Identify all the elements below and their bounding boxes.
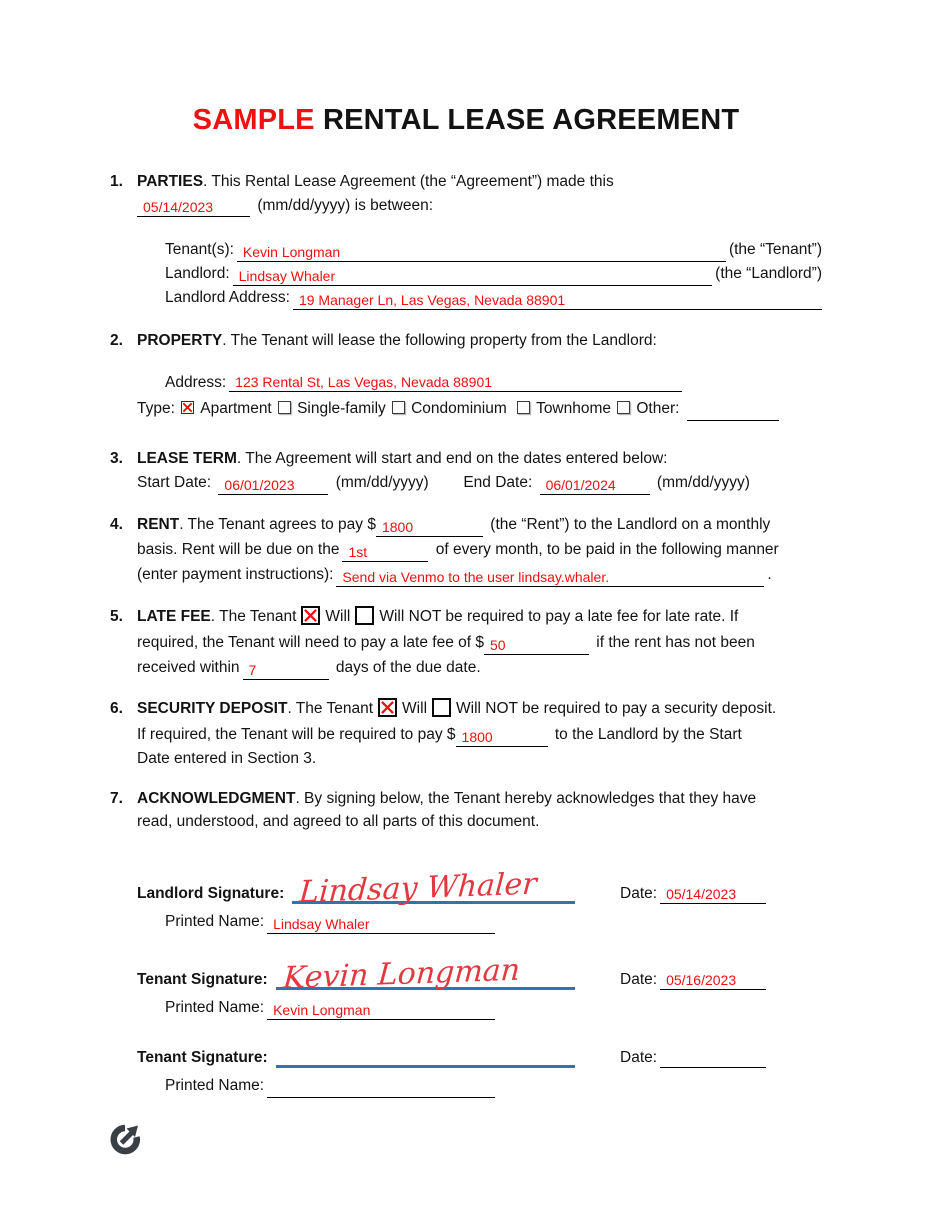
lease-term-dates-row	[137, 470, 822, 495]
tenant2-signature-block	[137, 1040, 822, 1098]
late-fee-amount-field[interactable]	[484, 636, 589, 655]
security-deposit-heading: SECURITY DEPOSIT	[137, 700, 288, 717]
lease-term-line1: LEASE TERM. The Agreement will start and end on the dates entered below:	[137, 449, 668, 467]
late-fee-will-label: Will	[325, 608, 351, 625]
late-fee-days-value: 7	[248, 662, 257, 678]
property-address-field[interactable]	[229, 373, 682, 392]
security-deposit-line2: If required, the Tenant will be required to pay $ 1800 to the Landlord by the Start	[137, 726, 742, 745]
start-date-value: 06/01/2023	[224, 477, 295, 493]
tenant-date-value: 05/16/2023	[666, 971, 737, 988]
tenant2-date-group	[620, 1049, 769, 1068]
acknowledgment-heading: ACKNOWLEDGMENT	[137, 789, 296, 807]
section-lease-term	[110, 447, 822, 496]
landlord-signature-script: Lindsay Whaler	[298, 866, 539, 910]
tenant2-date-field[interactable]	[660, 1049, 766, 1068]
end-date-label: End Date:	[463, 474, 533, 491]
landlord-suffix: (the “Landlord”)	[715, 265, 822, 282]
landlord-signature-field[interactable]	[292, 866, 575, 910]
landlord-row	[165, 262, 822, 286]
security-deposit-line3: Date entered in Section 3.	[137, 750, 317, 767]
property-type-label: Type:	[137, 399, 175, 417]
checkbox-other[interactable]	[617, 401, 630, 414]
tenant-label: Tenant(s):	[165, 241, 234, 258]
landlord-printed-row	[165, 910, 822, 934]
late-fee-line2: required, the Tenant will need to pay a late fee of $ 50 if the rent has not been	[137, 634, 755, 653]
tenant2-printed-row	[165, 1074, 822, 1098]
checkbox-condominium[interactable]	[392, 401, 405, 414]
tenant2-printed-value	[267, 1079, 495, 1097]
section-property	[110, 329, 822, 421]
other-type-field[interactable]	[687, 402, 779, 421]
agreement-date-value: 05/14/2023	[143, 199, 214, 215]
parties-fields	[165, 238, 822, 310]
lease-term-heading: LEASE TERM	[137, 449, 237, 467]
rent-amount-field[interactable]	[376, 518, 483, 537]
circular-arrow-icon[interactable]	[108, 1120, 142, 1157]
printed-name-label: Printed Name:	[165, 998, 265, 1016]
landlord-printed-value: Lindsay Whaler	[273, 915, 370, 932]
printed-name-label: Printed Name:	[165, 912, 265, 930]
tenant-printed-value: Kevin Longman	[273, 1001, 371, 1018]
late-fee-heading: LATE FEE	[137, 608, 211, 625]
property-heading: PROPERTY	[137, 332, 223, 349]
section-number: 2.	[110, 332, 123, 349]
late-fee-line1: LATE FEE. The Tenant Will Will NOT be required to pay a late fee for late rate. If	[137, 608, 739, 625]
payment-instructions-field[interactable]	[336, 568, 764, 587]
end-date-value: 06/01/2024	[545, 477, 616, 493]
start-date-field[interactable]	[218, 476, 328, 495]
option-condominium-label: Condominium	[411, 399, 507, 417]
option-apartment-label: Apartment	[200, 399, 272, 417]
deposit-amount-value: 1800	[461, 729, 493, 745]
date-label: Date:	[620, 1048, 658, 1066]
rent-line2: basis. Rent will be due on the 1st of every month, to be paid in the following manner	[137, 541, 779, 560]
tenant2-signature-field[interactable]	[276, 1040, 575, 1068]
late-fee-line3: received within 7 days of the due date.	[137, 659, 481, 678]
landlord-date-group	[620, 885, 769, 904]
start-date-label: Start Date:	[137, 474, 212, 491]
tenant2-signature-row	[137, 1040, 822, 1068]
deposit-will-label: Will	[402, 700, 428, 717]
section-number: 6.	[110, 700, 123, 717]
rent-due-day-field[interactable]	[342, 543, 428, 562]
tenant-row	[165, 238, 822, 262]
payment-instructions-value: Send via Venmo to the user lindsay.whaler.	[342, 569, 610, 585]
deposit-will-not-label: Will NOT	[456, 700, 518, 717]
agreement-date-field[interactable]	[137, 198, 250, 217]
landlord-date-value: 05/14/2023	[666, 885, 737, 902]
section-rent	[110, 512, 822, 587]
property-address-label: Address:	[165, 373, 227, 391]
tenant-name-value: Kevin Longman	[242, 244, 341, 260]
section-parties	[110, 170, 822, 310]
late-fee-days-field[interactable]	[243, 661, 329, 680]
tenant-signature-row	[137, 952, 822, 996]
section-number: 4.	[110, 516, 123, 533]
section-late-fee	[110, 604, 822, 680]
other-type-value	[687, 402, 779, 420]
landlord-address-label: Landlord Address:	[165, 289, 290, 306]
tenant-date-group	[620, 971, 769, 990]
property-address-row	[165, 373, 685, 392]
tenant2-signature-label: Tenant Signature:	[137, 1048, 268, 1066]
date-label: Date:	[620, 970, 658, 988]
landlord-signature-block	[137, 866, 822, 934]
title-sample-word: SAMPLE	[192, 104, 315, 136]
property-address-value: 123 Rental St, Las Vegas, Nevada 88901	[235, 373, 493, 390]
section-number: 5.	[110, 608, 123, 625]
tenant2-date-value	[660, 1049, 766, 1067]
landlord-date-field[interactable]	[660, 885, 766, 904]
page-title	[110, 104, 822, 137]
checkbox-townhome[interactable]	[517, 401, 530, 414]
tenant-name-field[interactable]	[237, 243, 726, 262]
section-security-deposit	[110, 696, 822, 771]
end-date-hint: (mm/dd/yyyy)	[656, 474, 750, 491]
landlord-signature-row	[137, 866, 822, 910]
landlord-address-field[interactable]	[293, 291, 822, 310]
tenant-signature-script: Kevin Longman	[281, 952, 521, 996]
checkbox-deposit-will-not[interactable]	[432, 698, 451, 717]
checked-x-icon	[182, 402, 193, 413]
parties-heading: PARTIES	[137, 173, 204, 190]
landlord-label: Landlord:	[165, 265, 230, 282]
tenant-printed-field[interactable]	[267, 1001, 495, 1020]
checkbox-apartment[interactable]	[181, 401, 194, 414]
tenant-signature-block	[137, 952, 822, 1020]
section-number: 7.	[110, 789, 123, 807]
printed-name-label: Printed Name:	[165, 1076, 265, 1094]
landlord-address-row	[165, 286, 822, 310]
checkbox-deposit-will[interactable]	[378, 698, 397, 717]
tenant-signature-field[interactable]	[276, 952, 575, 996]
start-date-hint: (mm/dd/yyyy)	[335, 474, 429, 491]
late-fee-will-not-label: Will NOT	[379, 608, 442, 625]
checked-x-icon	[380, 700, 395, 715]
end-date-field[interactable]	[540, 476, 650, 495]
landlord-printed-field[interactable]	[267, 915, 495, 934]
tenant2-printed-field[interactable]	[267, 1079, 495, 1098]
parties-line1: PARTIES. This Rental Lease Agreement (the “Agreement”) made this	[137, 173, 614, 190]
rent-due-day-value: 1st	[348, 544, 368, 560]
rent-heading: RENT	[137, 516, 180, 533]
title-main-text: RENTAL LEASE AGREEMENT	[314, 104, 740, 136]
acknowledgment-line1: ACKNOWLEDGMENT. By signing below, the Tenant hereby acknowledges that they have	[137, 789, 757, 807]
property-line1: PROPERTY. The Tenant will lease the following property from the Landlord:	[137, 332, 657, 349]
option-townhome-label: Townhome	[536, 399, 612, 417]
landlord-address-value: 19 Manager Ln, Las Vegas, Nevada 88901	[298, 292, 566, 308]
acknowledgment-line2: read, understood, and agreed to all parts of this document.	[137, 813, 540, 830]
rent-amount-value: 1800	[381, 519, 414, 535]
date-label: Date:	[620, 884, 658, 902]
checkbox-single-family[interactable]	[278, 401, 291, 414]
option-single-family-label: Single-family	[297, 399, 386, 417]
section-acknowledgment	[110, 787, 822, 834]
option-other-label: Other:	[636, 399, 680, 417]
landlord-name-field[interactable]	[233, 267, 713, 286]
tenant-signature-label: Tenant Signature:	[137, 970, 268, 988]
property-type-row	[137, 396, 822, 421]
parties-line2: 05/14/2023 (mm/dd/yyyy) is between:	[137, 194, 822, 218]
landlord-name-value: Lindsay Whaler	[238, 268, 336, 284]
section-number: 3.	[110, 449, 123, 467]
security-deposit-line1: SECURITY DEPOSIT. The Tenant Will Will NOT be required to pay a security deposit.	[137, 700, 777, 717]
checked-x-icon	[303, 608, 318, 623]
tenant-date-field[interactable]	[660, 971, 766, 990]
section-number: 1.	[110, 173, 123, 190]
checkbox-late-fee-will[interactable]	[301, 606, 320, 625]
checkbox-late-fee-will-not[interactable]	[355, 606, 374, 625]
rent-line1: RENT. The Tenant agrees to pay $ 1800 (the “Rent”) to the Landlord on a monthly	[137, 516, 771, 535]
rent-line3: (enter payment instructions): Send via Venmo to the user lindsay.whaler. .	[137, 566, 772, 585]
deposit-amount-field[interactable]	[456, 728, 548, 747]
tenant-suffix: (the “Tenant”)	[728, 241, 822, 258]
landlord-signature-label: Landlord Signature:	[137, 884, 285, 902]
tenant-printed-row	[165, 996, 822, 1020]
late-fee-amount-value: 50	[489, 637, 506, 653]
